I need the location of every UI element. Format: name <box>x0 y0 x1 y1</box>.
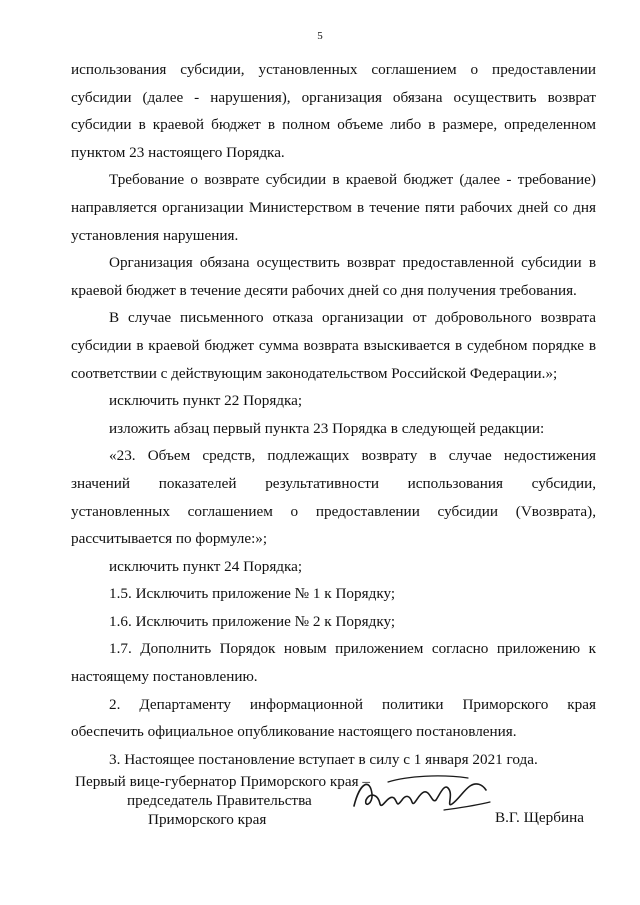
paragraph: В случае письменного отказа организации от добровольного возврата субсидии в краевой бюджет сумма возврата взыскивается в судебном порядке в соответствии с действующим законодательством Российской Федерации.»; <box>71 309 596 382</box>
paragraph: 1.6. Исключить приложение № 2 к Порядку; <box>109 612 396 630</box>
paragraph: «23. Объем средств, подлежащих возврату в случае недостижения значений показателей результативности использования субсидии, установленных соглашением о предоставлении субсидии (Vвозврата), рассчитывается по формуле:»; <box>71 447 596 548</box>
paragraph: 2. Департаменту информационной политики Приморского края обеспечить официальное опубликование настоящего постановления. <box>71 695 596 741</box>
paragraph: использования субсидии, установленных соглашением о предоставлении субсидии (далее - нарушения), организация обязана осуществить возврат субсидии в краевой бюджет в полном объеме либо в размере, определенном пунктом 23 настоящего Порядка. <box>71 61 596 161</box>
signatory-title-line2: председатель Правительства <box>127 792 312 809</box>
paragraph: 1.5. Исключить приложение № 1 к Порядку; <box>109 585 396 603</box>
signature-block <box>0 772 640 832</box>
signatory-name: В.Г. Щербина <box>495 809 584 826</box>
paragraph: 3. Настоящее постановление вступает в силу с 1 января 2021 года. <box>109 750 538 768</box>
paragraph: исключить пункт 24 Порядка; <box>109 557 303 575</box>
signatory-title-line1: Первый вице-губернатор Приморского края – <box>75 773 370 790</box>
paragraph: Требование о возврате субсидии в краевой бюджет (далее - требование) направляется организации Министерством в течение пяти рабочих дней со дня установления нарушения. <box>71 171 596 244</box>
paragraph: Организация обязана осуществить возврат предоставленной субсидии в краевой бюджет в течение десяти рабочих дней со дня получения требования. <box>71 254 596 299</box>
handwritten-signature <box>348 764 498 824</box>
paragraph: изложить абзац первый пункта 23 Порядка в следующей редакции: <box>109 419 545 437</box>
paragraph: 1.7. Дополнить Порядок новым приложением согласно приложению к настоящему постановлению. <box>71 640 596 686</box>
page-number: 5 <box>317 30 323 42</box>
paragraph: исключить пункт 22 Порядка; <box>109 392 303 410</box>
signatory-title-line3: Приморского края <box>148 811 267 828</box>
document-body <box>71 56 596 773</box>
